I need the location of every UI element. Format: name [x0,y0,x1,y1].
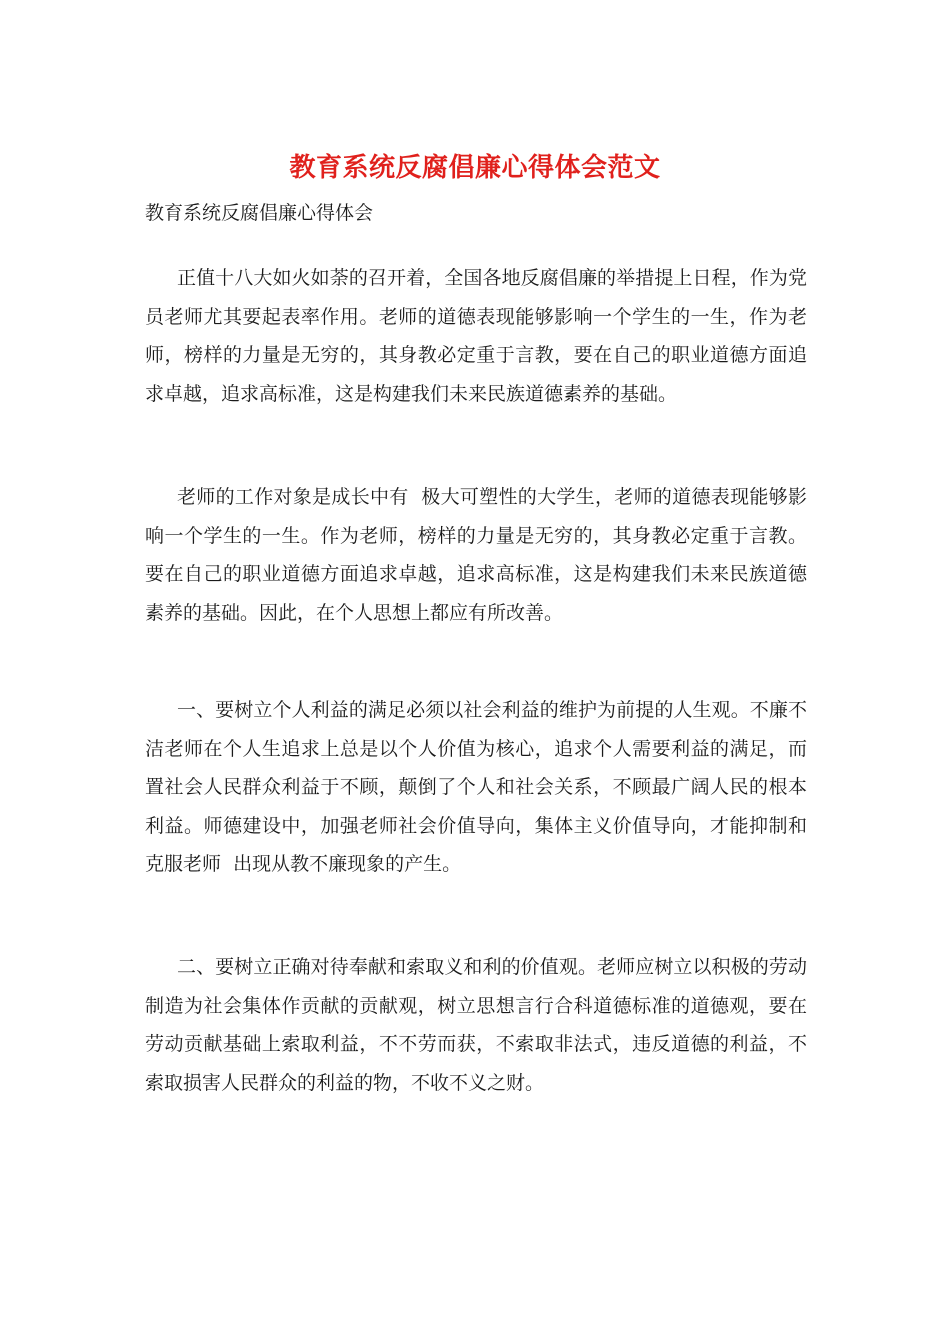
paragraph-point-one: 一、要树立个人利益的满足必须以社会利益的维护为前提的人生观。不廉不洁老师在个人生追求上总是以个人价值为核心，追求个人需要利益的满足，而置社会人民群众利益于不顾，颠倒了个人和社会关系，不顾最广阔人民的根本利益。师德建设中，加强老师社会价值导向，集体主义价值导向，才能抑制和克服老师 出现从教不廉现象的产生。 [145,699,807,875]
paragraph-teacher-role: 老师的工作对象是成长中有 极大可塑性的大学生，老师的道德表现能够影响一个学生的一生。作为老师，榜样的力量是无穷的，其身教必定重于言教。要在自己的职业道德方面追求卓越，追求高标准，这是构建我们未来民族道德素养的基础。因此，在个人思想上都应有所改善。 [145,486,807,624]
document-title: 教育系统反腐倡廉心得体会范文 [289,153,661,183]
paragraph-intro: 正值十八大如火如荼的召开着，全国各地反腐倡廉的举措提上日程，作为党员老师尤其要起表率作用。老师的道德表现能够影响一个学生的一生，作为老师，榜样的力量是无穷的，其身教必定重于言教，要在自己的职业道德方面追求卓越，追求高标准，这是构建我们未来民族道德素养的基础。 [145,267,807,405]
document-subtitle: 教育系统反腐倡廉心得体会 [145,202,374,224]
paragraph-point-two: 二、要树立正确对待奉献和索取义和利的价值观。老师应树立以积极的劳动制造为社会集体作贡献的贡献观，树立思想言行合科道德标准的道德观，要在劳动贡献基础上索取利益，不不劳而获，不索取非法式，违反道德的利益，不索取损害人民群众的利益的物，不收不义之财。 [145,956,807,1094]
